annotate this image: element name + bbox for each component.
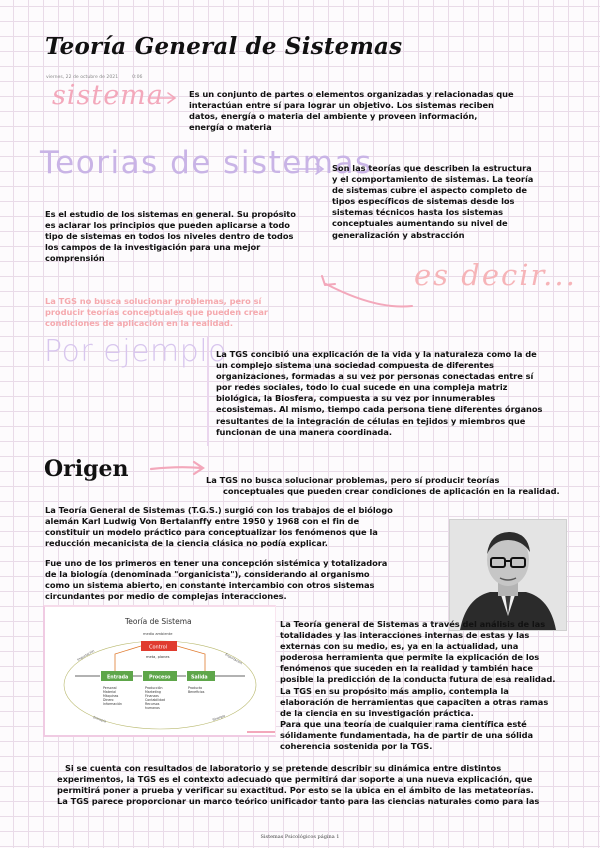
handwritten-sistema: sistema (52, 80, 164, 111)
diagram-meta: meta, planes (146, 655, 170, 659)
curved-arrow-icon (316, 272, 416, 312)
diagram-entrada-item-3: Máquinas (103, 694, 119, 698)
diagram-salida: Salida (191, 675, 208, 681)
arrow-origen-icon (150, 460, 208, 476)
sistema-definition: Es un conjunto de partes o elementos organizadas y relacionadas que interactúan entre sí para lograr un objetivo. Los sistemas reciben datos, energía o materia del ambiente y proveen información, energía o materia (189, 89, 514, 133)
diagram-salida-item-1: Producto (188, 686, 203, 690)
diagram-proceso-item-4: Contabilidad (145, 698, 166, 702)
diagram-right-label: Exportación (224, 652, 243, 666)
diagram-left-label: Importación (76, 648, 96, 662)
arrow-teorias-icon (292, 163, 326, 175)
ejemplo-paragraph: La TGS concibió una explicación de la vida y la naturaleza como la de un complejo sistema una sociedad compuesta de diferentes organizaciones, formadas a su vez por personas conectadas entre sí por redes sociales, todo lo cual sucede en una compleja matriz biológica, la Biosfera, compuesta a su vez por innumerables ecosistemas. Al mismo, tiempo cada persona tiene diferentes órganos resultantes de la integración de células en tejidos y miembros que funcionan de una manera coordinada. (216, 349, 543, 437)
date-text: viernes, 22 de octubre de 2021 (46, 75, 119, 80)
diagram-entrada: Entrada (107, 675, 129, 681)
arrow-sistema-icon (148, 92, 178, 104)
diagram-proceso-item-1: Producción (145, 686, 163, 690)
ejemplo-divider (206, 336, 210, 446)
estudio-paragraph: Es el estudio de los sistemas en general. Su propósito es aclarar los principios que pueden aplicarse a todo tipo de sistemas en todos los niveles dentro de todos los campos de la investigación para una mejor comprensión (45, 209, 296, 264)
diagram-proceso-item-5: Recursos (145, 702, 160, 706)
handwritten-por-ejemplo: Por ejemplo (44, 334, 227, 369)
diagram-bottom-left: Entropía (92, 715, 107, 724)
diagram-bottom-right: Sinergia (211, 713, 226, 722)
sistema-diagram (43, 605, 276, 737)
diagram-title: Teoría de Sistema (125, 617, 192, 626)
origen-heading: Origen (44, 456, 129, 482)
diagram-medio: medio ambiente (143, 632, 173, 636)
teorias-definition: Son las teorías que describen la estructura y el comportamiento de sistemas. La teoría de sistemas cubre el aspecto completo de tipos específicos de sistemas desde los sistemas técnicos hasta los sistemas conceptuales aumentando su nivel de generalización y abstracción (332, 163, 534, 240)
origen-paragraph-2: Fue uno de los primeros en tener una concepción sistémica y totalizadora de la biología (denominada "organicista"), considerando al organismo como un sistema abierto, en constante intercambio con otros sistemas circundantes por medio de complejas interacciones. (45, 558, 388, 602)
diagram-accent-line (247, 731, 275, 733)
origen-paragraph-1: La Teoría General de Sistemas (T.G.S.) surgió con los trabajos de el biólogo alemán Karl Ludwig Von Bertalanffy entre 1950 y 1968 con el fin de constituir un modelo práctico para conceptualizar los fenómenos que la reducción mecanicista de la ciencia clásica no podía explicar. (45, 505, 393, 549)
page-footer: Sistemas Psicológicos página 1 (260, 834, 340, 840)
diagram-entrada-item-2: Material (103, 690, 116, 694)
final-paragraph: Si se cuenta con resultados de laboratorio y se pretende describir su dinámica entre distintos experimentos, la TGS es el contexto adecuado que permitirá dar soporte a una nueva explicación, que permitirá poner a prueba y verificar su exactitud. Por esto se la ubica en el ámbito de las metateorías. La TGS parece proporcionar un marco teórico unificador tanto para las ciencias naturales como para las (57, 763, 540, 807)
diagram-control: Control (149, 644, 168, 651)
page-title: Teoría General de Sistemas (45, 33, 403, 60)
diagram-proceso: Proceso (149, 675, 171, 681)
analisis-paragraph: La Teoría general de Sistemas a través del análisis de las totalidades y las interacciones internas de estas y las externas con su medio, es, ya en la actualidad, una poderosa herramienta que permite la explicación de los fenómenos que suceden en la realidad y también hace posible la predicción de la conducta futura de esa realidad. La TGS en su propósito más amplio, contempla la elaboración de herramientas que capaciten a otras ramas de la ciencia en su investigación práctica. Para que una teoría de cualquier rama científica esté sólidamente fundamentada, ha de partir de una sólida coherencia sostenida por la TGS. (280, 619, 556, 752)
origen-intro: La TGS no busca solucionar problemas, pero sí producir teorías conceptuales que pueden crear condiciones de aplicación en la realidad. (206, 475, 560, 497)
diagram-proceso-item-2: Marketing (145, 690, 161, 694)
bertalanffy-photo (449, 519, 567, 631)
diagram-proceso-item-3: Finanzas (145, 694, 159, 698)
diagram-entrada-item-1: Personal (103, 686, 117, 690)
diagram-proceso-item-6: humanos (145, 706, 160, 710)
diagram-entrada-item-4: Dinero (103, 698, 114, 702)
time-text: 0:06 (132, 75, 143, 80)
tgs-pink-note: La TGS no busca solucionar problemas, pero sí producir teorías conceptuales que pueden crear condiciones de aplicación en la realidad. (45, 296, 268, 329)
diagram-salida-item-2: Beneficios (188, 690, 205, 694)
handwritten-es-decir: es decir... (414, 258, 577, 292)
diagram-entrada-item-5: Información (103, 702, 122, 706)
handwritten-teorias-de-sistemas: Teorias de sistemas (40, 145, 373, 181)
